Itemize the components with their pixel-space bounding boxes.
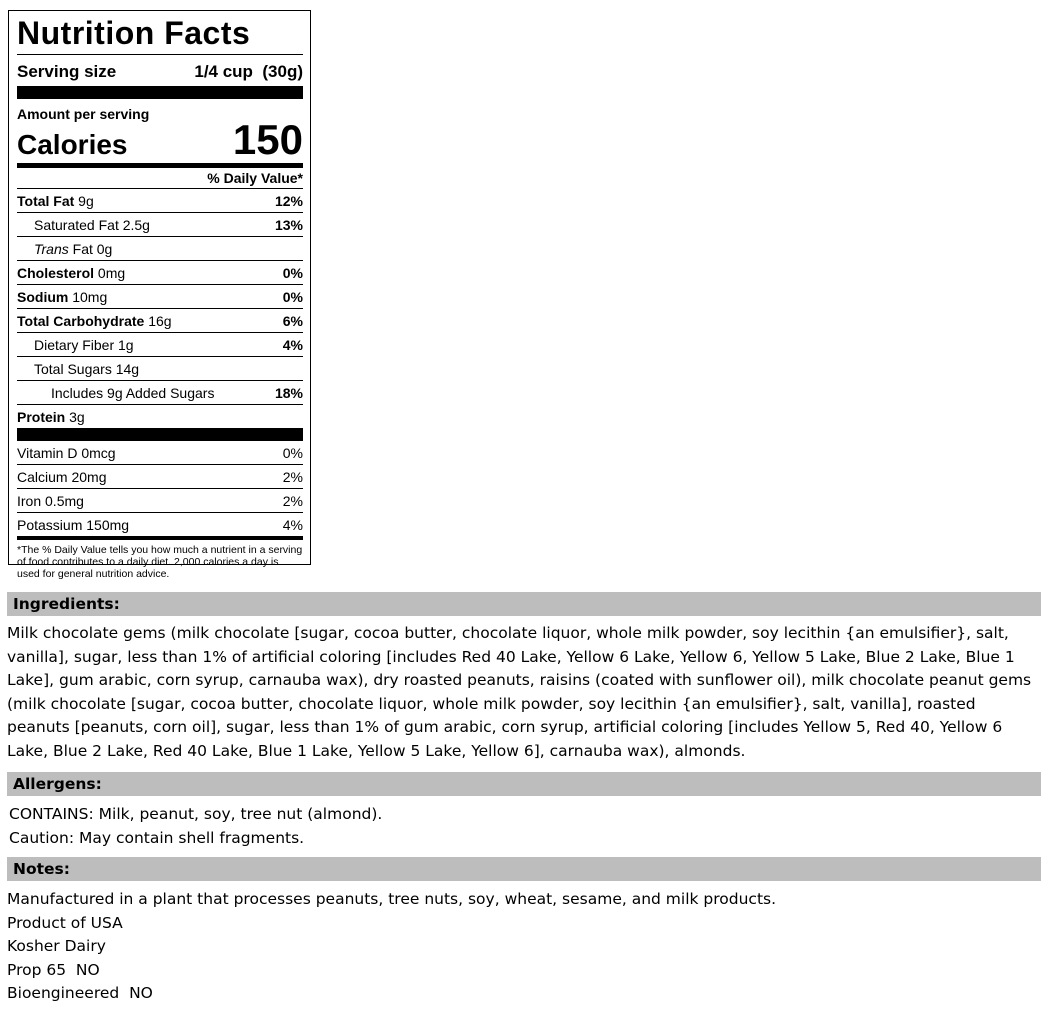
nutrient-row: Dietary Fiber 1g 4% [17,332,303,356]
serving-size-value: 1/4 cup (30g) [194,62,303,81]
calories-label: Calories [17,129,128,160]
allergens-line: Caution: May contain shell fragments. [9,828,305,847]
thick-divider [17,86,303,99]
nutrient-row: Total Fat 9g 12% [17,188,303,212]
allergens-line: CONTAINS: Milk, peanut, soy, tree nut (almond). [9,805,383,823]
notes-line: Bioengineered NO [7,984,153,1003]
nutrient-row: Total Carbohydrate 16g 6% [17,308,303,332]
medium-divider [17,536,303,540]
ingredients-line: Lake], gum arabic, corn syrup, carnauba wax), dry roasted peanuts, raisins (coated with sunflower oil), milk chocolate peanut gems [7,671,1032,690]
daily-value-header: % Daily Value* [207,170,303,186]
calories-row [17,116,303,163]
nutrient-row: Cholesterol 0mg 0% [17,260,303,284]
calories-value: 150 [232,116,303,163]
nutrient-row: Includes 9g Added Sugars 18% [17,380,303,404]
nutrient-row: Total Sugars 14g [17,356,303,380]
notes-heading: Notes: [7,857,1041,881]
ingredients-line: Milk chocolate gems (milk chocolate [sugar, cocoa butter, chocolate liquor, whole milk powder, soy lecithin {an emulsifier}, salt, [7,624,1009,642]
ingredients-heading: Ingredients: [7,592,1041,616]
divider [17,54,303,55]
vitamin-row: Calcium 20mg 2% [17,464,303,488]
vitamin-row: Potassium 150mg 4% [17,512,303,536]
nutrient-row: Saturated Fat 2.5g 13% [17,212,303,236]
notes-text [7,888,1043,1006]
amount-per-serving: Amount per serving [17,106,150,122]
daily-value-footnote: *The % Daily Value tells you how much a nutrient in a serving of food contributes to a daily diet. 2,000 calories a day is used for general nutrition advice. [17,544,303,580]
nutrition-facts-panel [8,10,311,580]
nutrient-list [17,188,303,428]
vitamin-list [17,441,303,536]
vitamin-row: Iron 0.5mg 2% [17,488,303,512]
nutrient-row: Protein 3g [17,404,303,428]
notes-line: Product of USA [7,913,123,932]
ingredients-text [7,622,1043,764]
notes-line: Prop 65 NO [7,960,100,979]
vitamin-row: Vitamin D 0mcg 0% [17,444,303,461]
allergens-heading: Allergens: [7,772,1041,796]
notes-line: Kosher Dairy [7,937,106,956]
notes-line: Manufactured in a plant that processes peanuts, tree nuts, soy, wheat, sesame, and milk products. [7,890,777,908]
thick-divider [17,428,303,441]
ingredients-line: Lake, Blue 2 Lake, Red 40 Lake, Blue 1 Lake, Yellow 5 Lake, Yellow 6], carnauba wax), almonds. [7,741,746,760]
nutrition-facts-title: Nutrition Facts [17,15,251,51]
allergens-text [9,803,1045,850]
serving-size-label: Serving size [17,62,117,81]
ingredients-line: vanilla], sugar, less than 1% of artificial coloring [includes Red 40 Lake, Yellow 6 Lake, Yellow 6, Yellow 5 Lake, Blue 2 Lake, Blue 1 [7,647,1015,666]
nutrient-row: Trans Fat 0g [17,236,303,260]
ingredients-line: peanuts [peanuts, corn oil], sugar, less than 1% of gum arabic, corn syrup, artificial coloring [includes Yellow 5, Red 40, Yellow 6 [7,718,1003,737]
serving-size-row [17,61,303,83]
nutrient-row: Sodium 10mg 0% [17,284,303,308]
ingredients-line: (milk chocolate [sugar, cocoa butter, chocolate liquor, whole milk powder, soy lecithin {an emulsifier}, salt, vanilla], roasted [7,694,976,713]
